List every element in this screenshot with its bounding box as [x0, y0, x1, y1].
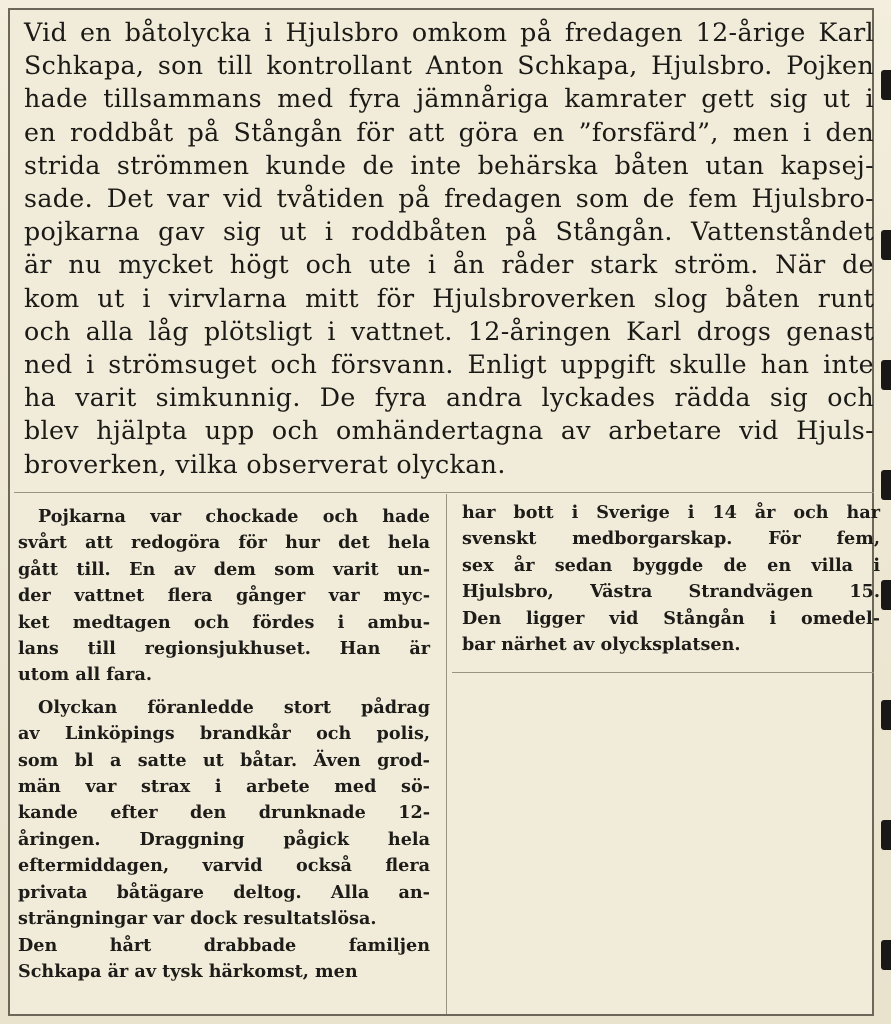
text-line: eftermiddagen, varvid också flera [18, 855, 430, 877]
text-line: privata båtägare deltog. Alla an- [18, 881, 430, 903]
text-line: är nu mycket högt och ute i ån råder stark ström. När de [24, 250, 874, 280]
right-column-end-rule [452, 672, 874, 673]
text-line: kande efter den drunknade 12- [18, 802, 430, 824]
text-line: som bl a satte ut båtar. Även grod- [18, 749, 430, 771]
binder-edge-mark [881, 470, 891, 500]
text-line: sade. Det var vid tvåtiden på fredagen som de fem Hjulsbro- [24, 184, 874, 214]
text-line: Schkapa, son till kontrollant Anton Schkapa, Hjulsbro. Pojken [24, 51, 874, 81]
text-line: män var strax i arbete med sö- [18, 776, 430, 798]
lead-paragraph [24, 16, 874, 481]
text-line: åringen. Draggning pågick hela [18, 828, 430, 850]
binder-edge-mark [881, 580, 891, 610]
binder-edge-mark [881, 70, 891, 100]
text-line: svenskt medborgarskap. För fem, [462, 528, 880, 550]
text-line: kom ut i virvlarna mitt för Hjulsbroverken slog båten runt [24, 283, 874, 313]
left-paragraph-1 [18, 504, 430, 689]
text-line: ned i strömsuget och försvann. Enligt uppgift skulle han inte [24, 350, 874, 380]
text-line: Pojkarna var chockade och hade [38, 506, 430, 527]
text-line: lans till regionsjukhuset. Han är [18, 638, 430, 660]
text-line: strida strömmen kunde de inte behärska båten utan kapsej- [24, 150, 874, 180]
binder-edge-mark [881, 360, 891, 390]
text-line: Olyckan föranledde stort pådrag [38, 696, 430, 718]
text-line: blev hjälpta upp och omhändertagna av arbetare vid Hjuls- [24, 416, 874, 446]
text-line: broverken, vilka observerat olyckan. [24, 449, 506, 479]
binder-edge-mark [881, 820, 891, 850]
text-line: ket medtagen och fördes i ambu- [18, 611, 430, 633]
text-line: pojkarna gav sig ut i roddbåten på Stångån. Vattenståndet [24, 217, 874, 247]
text-line: Den ligger vid Stångån i omedel- [462, 607, 880, 629]
text-line: svårt att redogöra för hur det hela [18, 532, 430, 554]
text-line: Schkapa är av tysk härkomst, men [18, 960, 358, 982]
text-line: gått till. En av dem som varit un- [18, 558, 430, 580]
binder-edge-mark [881, 940, 891, 970]
text-line: av Linköpings brandkår och polis, [18, 723, 430, 745]
text-line: hade tillsammans med fyra jämnåriga kamrater gett sig ut i [24, 84, 874, 114]
text-line: strängningar var dock resultatslösa. [18, 908, 377, 930]
text-line: Vid en båtolycka i Hjulsbro omkom på fredagen 12-årige Karl [24, 18, 874, 47]
text-line: Den hårt drabbade familjen [18, 934, 430, 956]
column-divider-vertical [446, 494, 447, 1014]
left-column [18, 504, 430, 985]
text-line: och alla låg plötsligt i vattnet. 12-åringen Karl drogs genast [24, 316, 874, 346]
text-line: en roddbåt på Stångån för att göra en ”forsfärd”, men i den [24, 117, 874, 147]
binder-edge-mark [881, 700, 891, 730]
right-column [462, 500, 880, 658]
column-divider-top [14, 492, 874, 493]
text-line: sex år sedan byggde de en villa i [462, 554, 880, 576]
text-line: har bott i Sverige i 14 år och har [462, 502, 880, 523]
text-line: Hjulsbro, Västra Strandvägen 15. [462, 581, 880, 603]
text-line: der vattnet flera gånger var myc- [18, 585, 430, 607]
left-paragraph-3 [18, 933, 430, 986]
text-line: ha varit simkunnig. De fyra andra lyckades rädda sig och [24, 383, 874, 413]
left-paragraph-2 [18, 695, 430, 933]
binder-edge-mark [881, 230, 891, 260]
text-line: utom all fara. [18, 664, 153, 686]
text-line: bar närhet av olycksplatsen. [462, 634, 741, 656]
right-paragraph-1 [462, 500, 880, 658]
